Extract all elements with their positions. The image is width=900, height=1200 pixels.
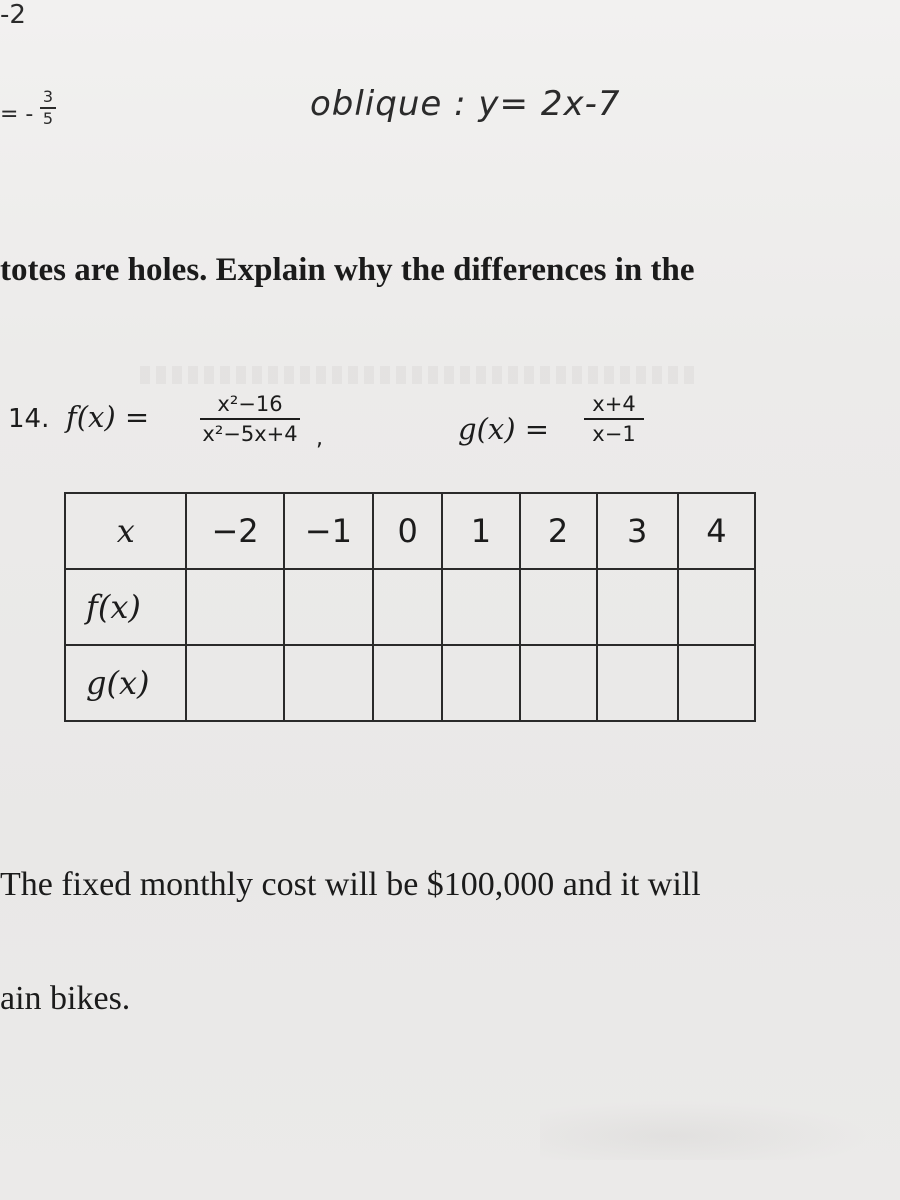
x-value-cell: −2 [186, 493, 283, 569]
x-value-cell: 4 [678, 493, 755, 569]
g-value-cell[interactable] [284, 645, 373, 721]
f-value-cell[interactable] [284, 569, 373, 645]
problem-number: 14. [8, 404, 50, 434]
g-fraction [584, 392, 644, 446]
f-value-cell[interactable] [520, 569, 597, 645]
f-denominator: x²−5x+4 [202, 422, 298, 446]
comma: , [316, 426, 323, 451]
x-value-cell: 0 [373, 493, 442, 569]
g-value-cell[interactable] [597, 645, 678, 721]
handwritten-fraction-prefix: = - [0, 102, 34, 127]
bleed-through-text [140, 366, 700, 384]
f-label: f(x) = [66, 400, 150, 434]
printed-text-cost: The fixed monthly cost will be $100,000 and it will [0, 866, 701, 903]
g-numerator: x+4 [592, 392, 636, 416]
printed-text-line: totes are holes. Explain why the differences in the [0, 252, 695, 288]
f-value-cell[interactable] [186, 569, 283, 645]
row-header-x: x [65, 493, 186, 569]
printed-text-bikes: ain bikes. [0, 980, 131, 1017]
table-row-g [65, 645, 755, 721]
row-header-g: g(x) [65, 645, 186, 721]
x-value-cell: −1 [284, 493, 373, 569]
f-value-cell[interactable] [597, 569, 678, 645]
g-value-cell[interactable] [442, 645, 519, 721]
g-value-cell[interactable] [520, 645, 597, 721]
f-value-cell[interactable] [373, 569, 442, 645]
table-row-f [65, 569, 755, 645]
g-value-cell[interactable] [373, 645, 442, 721]
g-value-cell[interactable] [186, 645, 283, 721]
handwritten-fraction-den: 5 [42, 109, 54, 128]
bleed-through-marks [540, 1100, 870, 1160]
handwritten-oblique-asymptote: oblique : y= 2x-7 [310, 84, 621, 124]
handwritten-fraction [40, 88, 56, 128]
f-numerator: x²−16 [217, 392, 283, 416]
f-value-cell[interactable] [442, 569, 519, 645]
x-value-cell: 2 [520, 493, 597, 569]
x-value-cell: 1 [442, 493, 519, 569]
g-denominator: x−1 [592, 422, 636, 446]
table-row-x [65, 493, 755, 569]
f-fraction-bar [200, 418, 300, 420]
f-fraction [200, 392, 300, 446]
x-value-cell: 3 [597, 493, 678, 569]
g-value-cell[interactable] [678, 645, 755, 721]
row-header-f: f(x) [65, 569, 186, 645]
f-value-cell[interactable] [678, 569, 755, 645]
function-value-table [64, 492, 756, 722]
g-label: g(x) = [458, 412, 550, 446]
handwritten-number: -2 [0, 0, 26, 30]
g-fraction-bar [584, 418, 644, 420]
handwritten-fraction-num: 3 [42, 87, 54, 106]
